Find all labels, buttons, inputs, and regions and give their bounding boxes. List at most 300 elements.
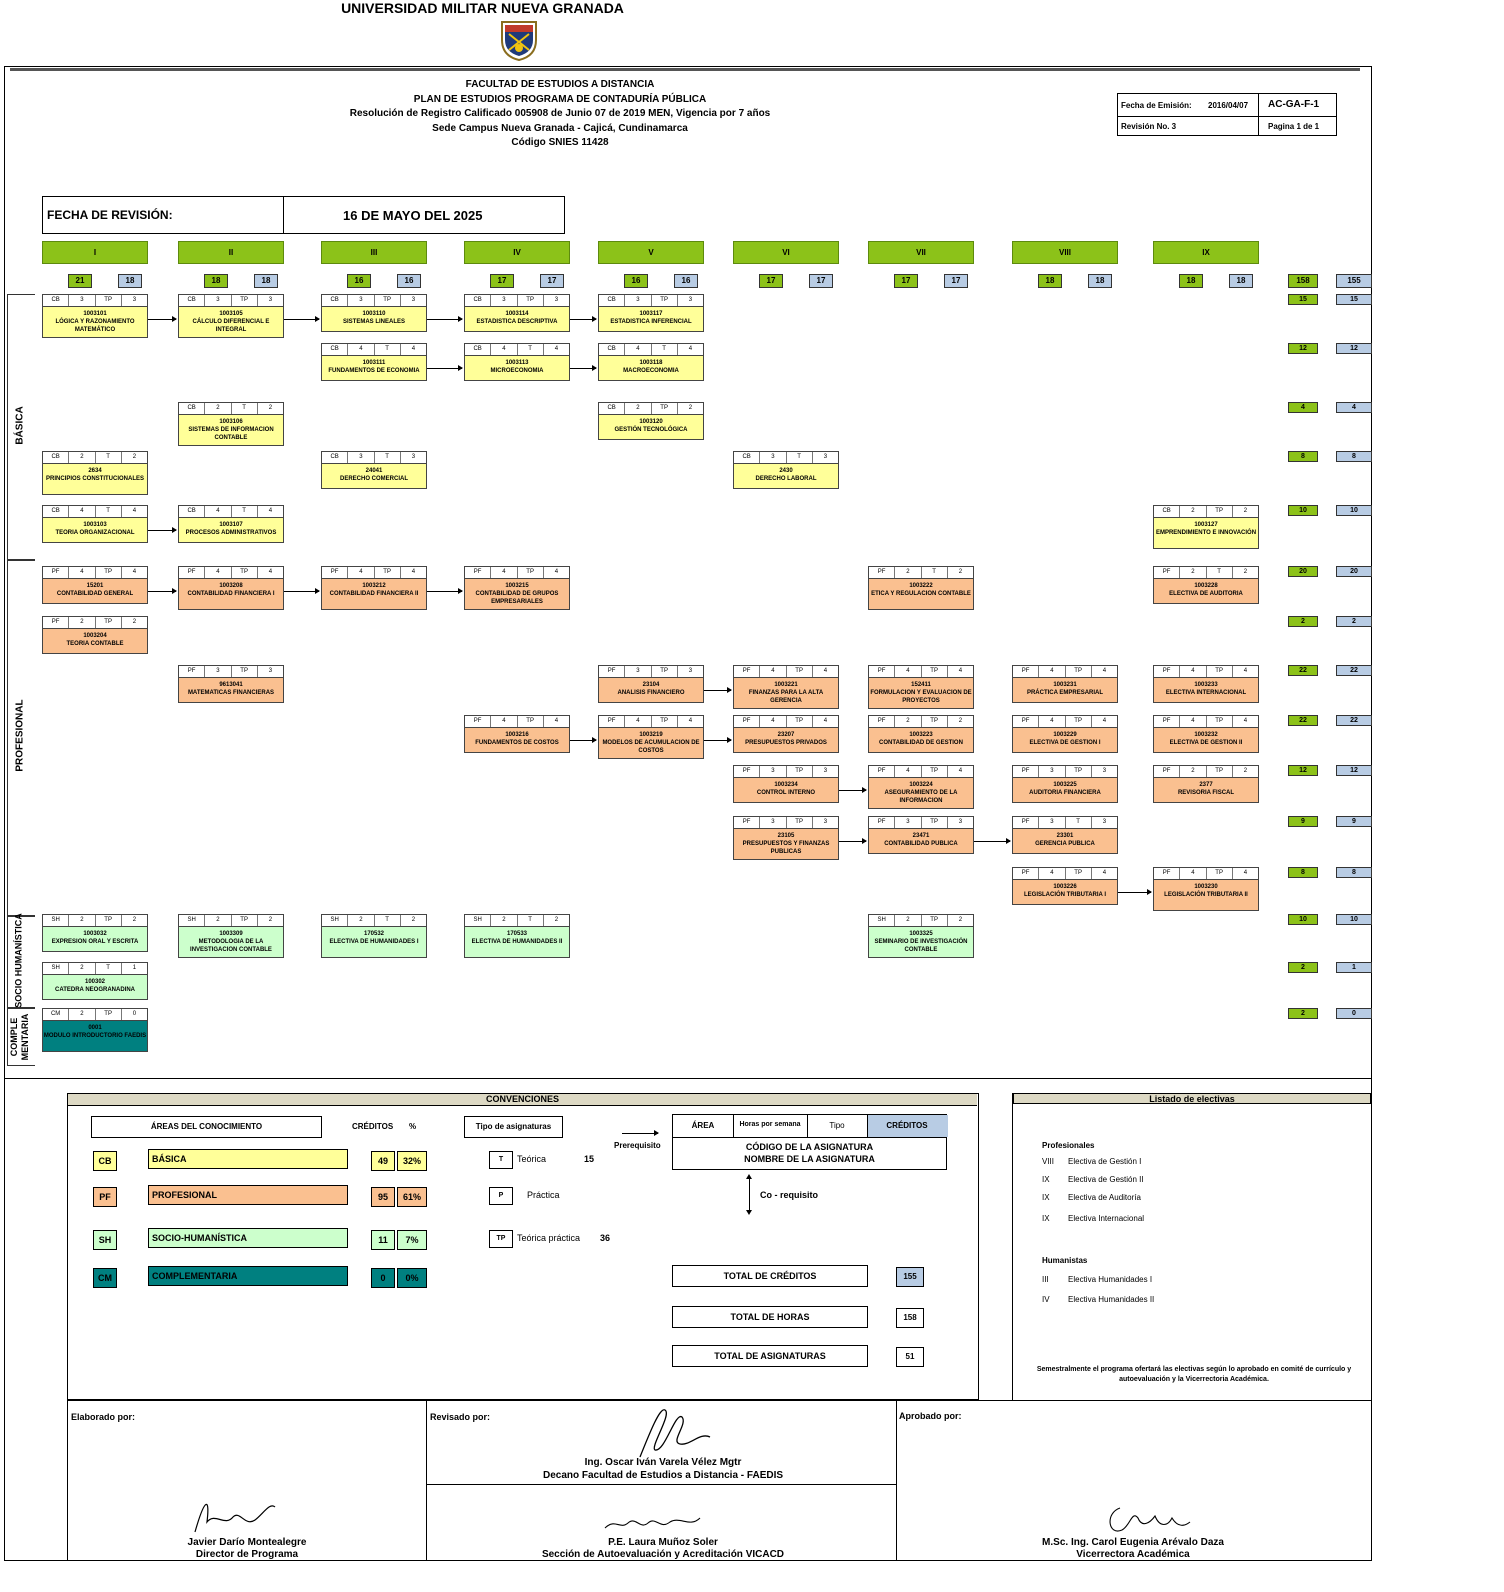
course-card[interactable] — [178, 665, 284, 703]
prerequisite-arrow-icon — [570, 319, 596, 320]
course-card[interactable] — [598, 665, 704, 703]
course-code: 170533 — [506, 931, 528, 937]
course-name: PRINCIPIOS CONSTITUCIONALES — [45, 476, 144, 482]
course-hours: 2 — [205, 915, 231, 926]
electiva-name: Electiva Humanidades II — [1068, 1295, 1155, 1304]
type-code-tp: TP — [489, 1230, 513, 1248]
course-name: PRESUPUESTOS PRIVADOS — [745, 740, 827, 746]
course-card[interactable] — [178, 505, 284, 543]
area-label-complementaria: COMPLE MENTARIA — [9, 1013, 30, 1061]
course-code: 1003113 — [505, 360, 529, 366]
fecha-emision-value: 2016/04/07 — [1208, 101, 1249, 110]
course-body — [179, 307, 283, 334]
course-card[interactable] — [464, 914, 570, 958]
course-type: TP — [922, 716, 948, 727]
course-body — [43, 307, 147, 334]
corequisito-arrow-icon — [749, 1176, 750, 1212]
row-credits-total: 10 — [1336, 914, 1372, 925]
course-card[interactable] — [868, 665, 974, 709]
course-code: 170532 — [363, 931, 385, 937]
course-hours: 4 — [625, 344, 651, 355]
course-card[interactable] — [321, 294, 427, 332]
course-area: CB — [322, 452, 348, 463]
course-code: 23301 — [1056, 833, 1074, 839]
course-type: T — [518, 344, 544, 355]
row-hours-total: 8 — [1288, 867, 1318, 878]
course-credits: 2 — [132, 454, 137, 460]
course-card[interactable] — [42, 962, 148, 1000]
course-area: PF — [43, 567, 69, 578]
course-name: PROCESOS ADMINISTRATIVOS — [185, 530, 277, 536]
course-hours: 4 — [1180, 666, 1206, 677]
course-type: TP — [922, 915, 948, 926]
course-card[interactable] — [1153, 715, 1259, 753]
conventions-title: CONVENCIONES — [68, 1094, 977, 1106]
course-body — [599, 678, 703, 697]
semester-header: IX — [1153, 241, 1259, 264]
seccion-signature-icon — [600, 1508, 710, 1538]
course-credits: 4 — [411, 346, 416, 352]
course-type: TP — [1066, 716, 1092, 727]
course-type: TP — [375, 295, 401, 306]
course-meta — [869, 766, 973, 778]
course-meta — [1154, 766, 1258, 778]
course-area: PF — [734, 666, 760, 677]
course-hours: 4 — [1039, 868, 1065, 879]
course-meta — [1013, 817, 1117, 829]
course-card[interactable] — [321, 566, 427, 610]
course-type: T — [518, 915, 544, 926]
course-card[interactable] — [1153, 566, 1259, 604]
course-meta — [43, 963, 147, 975]
fecha-emision-label: Fecha de Emisión: — [1121, 101, 1192, 110]
course-hours: 2 — [1180, 506, 1206, 517]
course-hours: 4 — [625, 716, 651, 727]
pct-header: % — [409, 1122, 417, 1131]
course-name: METODOLOGIA DE LA INVESTIGACION CONTABLE — [190, 939, 272, 953]
course-name: ASEGURAMIENTO DE LA INFORMACION — [884, 790, 958, 804]
course-meta — [179, 915, 283, 927]
course-name: FORMULACION Y EVALUACION DE PROYECTOS — [870, 690, 972, 704]
course-meta — [322, 452, 426, 464]
semester-hours-badge: 17 — [490, 274, 514, 288]
course-hours: 4 — [895, 666, 921, 677]
course-type: T — [375, 915, 401, 926]
course-credits: 4 — [1243, 718, 1248, 724]
course-hours: 3 — [895, 817, 921, 828]
prerequisito-arrow-icon — [622, 1133, 658, 1134]
course-code: 1003215 — [505, 583, 529, 589]
course-name: ELECTIVA DE GESTION II — [1169, 740, 1243, 746]
course-card[interactable] — [321, 451, 427, 489]
course-credits: 4 — [132, 569, 137, 575]
semester-hours-badge: 16 — [347, 274, 371, 288]
course-card[interactable] — [1012, 715, 1118, 753]
decano-signature-icon — [620, 1402, 730, 1462]
electivas-hum-title: Humanistas — [1042, 1256, 1088, 1265]
course-area: SH — [465, 915, 491, 926]
course-meta — [465, 295, 569, 307]
prerequisite-arrow-icon — [427, 591, 462, 592]
course-body — [599, 356, 703, 375]
area-name: BÁSICA — [148, 1149, 348, 1169]
total-creditos-label: TOTAL DE CRÉDITOS — [672, 1265, 868, 1287]
course-name: AUDITORIA FINANCIERA — [1029, 790, 1101, 796]
area-percent: 0% — [397, 1268, 427, 1288]
course-type: T — [922, 567, 948, 578]
course-code: 1003127 — [1194, 522, 1218, 528]
prerequisito-label: Prerequisito — [614, 1141, 661, 1150]
course-name: CONTABILIDAD DE GESTION — [879, 740, 963, 746]
course-card[interactable] — [464, 343, 570, 381]
course-body — [322, 579, 426, 598]
course-meta — [179, 295, 283, 307]
course-code: 1003325 — [909, 931, 933, 937]
course-name: EMPRENDIMIENTO E INNOVACIÓN — [1155, 530, 1257, 536]
course-card[interactable] — [42, 505, 148, 543]
course-credits: 4 — [132, 508, 137, 514]
course-type: TP — [652, 716, 678, 727]
course-card[interactable] — [464, 715, 570, 753]
course-credits: 2 — [1243, 569, 1248, 575]
course-name: CONTABILIDAD DE GRUPOS EMPRESARIALES — [475, 591, 559, 605]
course-name: ESTADISTICA INFERENCIAL — [610, 319, 692, 325]
course-area: PF — [869, 567, 895, 578]
top-rule — [10, 68, 1360, 71]
prerequisite-arrow-icon — [704, 740, 731, 741]
course-name: PRESUPUESTOS Y FINANZAS PUBLICAS — [742, 841, 830, 855]
course-name: SISTEMAS LINEALES — [342, 319, 405, 325]
course-credits: 4 — [1102, 870, 1107, 876]
course-meta — [599, 716, 703, 728]
row-credits-total: 20 — [1336, 566, 1372, 577]
course-name: MODULO INTRODUCTORIO FAEDIS — [43, 1033, 147, 1039]
course-meta — [43, 915, 147, 927]
electiva-semester: VIII — [1042, 1157, 1055, 1166]
course-name: ANALISIS FINANCIERO — [617, 690, 685, 696]
prerequisite-arrow-icon — [704, 690, 731, 691]
course-area: SH — [179, 915, 205, 926]
total-creditos-value: 155 — [896, 1267, 924, 1287]
course-card[interactable] — [42, 1008, 148, 1052]
course-card[interactable] — [868, 816, 974, 854]
course-name: ELECTIVA DE HUMANIDADES II — [471, 939, 563, 945]
row-hours-total: 12 — [1288, 765, 1318, 776]
course-code: 1003229 — [1053, 732, 1077, 738]
course-meta — [599, 344, 703, 356]
prerequisite-arrow-icon — [284, 591, 319, 592]
course-meta — [43, 567, 147, 579]
area-label-basica: BÁSICA — [14, 406, 26, 445]
course-code: 1003101 — [83, 311, 107, 317]
course-hours: 2 — [1180, 567, 1206, 578]
course-body — [734, 728, 838, 747]
course-name: CONTABILIDAD FINANCIERA I — [187, 591, 275, 597]
course-area: SH — [43, 915, 69, 926]
course-body — [179, 678, 283, 697]
course-code: 23471 — [912, 833, 930, 839]
course-code: 1003228 — [1194, 583, 1218, 589]
course-hours: 4 — [69, 506, 95, 517]
course-area: CB — [322, 295, 348, 306]
course-code: 1003224 — [909, 782, 933, 788]
course-type: TP — [922, 817, 948, 828]
row-credits-total: 4 — [1336, 402, 1372, 413]
course-code: 1003230 — [1194, 884, 1218, 890]
course-card[interactable] — [42, 616, 148, 654]
type-code-t: T — [489, 1151, 513, 1169]
course-area: CB — [465, 344, 491, 355]
course-area: PF — [599, 716, 625, 727]
course-type: T — [652, 344, 678, 355]
course-meta — [1154, 506, 1258, 518]
course-card[interactable] — [868, 765, 974, 809]
course-card[interactable] — [464, 566, 570, 610]
course-type: T — [1066, 817, 1092, 828]
course-card[interactable] — [178, 566, 284, 610]
course-meta — [869, 716, 973, 728]
director-role: Director de Programa — [195, 1549, 299, 1560]
course-credits: 4 — [268, 569, 273, 575]
course-meta — [1154, 567, 1258, 579]
course-area: PF — [734, 716, 760, 727]
course-name: CATEDRA NEOGRANADINA — [55, 987, 135, 993]
course-card[interactable] — [1012, 867, 1118, 905]
course-hours: 3 — [625, 666, 651, 677]
total-credits-badge: 155 — [1336, 274, 1372, 288]
course-hours: 4 — [760, 716, 786, 727]
course-credits: 4 — [688, 718, 693, 724]
course-area: CB — [599, 403, 625, 414]
area-percent: 7% — [397, 1230, 427, 1250]
course-name: TEORIA CONTABLE — [66, 641, 124, 647]
course-credits: 2 — [132, 619, 137, 625]
course-area: SH — [43, 963, 69, 974]
course-card[interactable] — [178, 402, 284, 446]
course-area: PF — [1013, 868, 1039, 879]
course-code: 15201 — [86, 583, 104, 589]
course-card[interactable] — [1153, 765, 1259, 803]
course-type: TP — [96, 1009, 122, 1020]
area-credits: 0 — [371, 1268, 395, 1288]
course-hours: 4 — [348, 344, 374, 355]
course-hours: 3 — [760, 817, 786, 828]
course-credits: 4 — [958, 668, 963, 674]
course-credits: 4 — [958, 768, 963, 774]
course-meta — [1013, 666, 1117, 678]
course-name: ELECTIVA DE GESTION I — [1029, 740, 1101, 746]
course-card[interactable] — [1153, 665, 1259, 703]
course-body — [869, 829, 973, 848]
course-meta — [599, 295, 703, 307]
semester-hours-badge: 17 — [759, 274, 783, 288]
row-credits-total: 9 — [1336, 816, 1372, 827]
course-card[interactable] — [1153, 867, 1259, 911]
course-body — [599, 307, 703, 326]
course-body — [869, 678, 973, 705]
course-body — [599, 728, 703, 755]
header-line-resolution: Resolución de Registro Calificado 005908 de Junio 07 de 2019 MEN, Vigencia por 7 años — [349, 108, 771, 119]
course-card[interactable] — [42, 294, 148, 338]
doc-code: AC-GA-F-1 — [1268, 99, 1320, 110]
course-body — [179, 518, 283, 537]
course-code: 100302 — [84, 979, 106, 985]
course-card[interactable] — [598, 715, 704, 759]
course-hours: 3 — [760, 452, 786, 463]
course-card[interactable] — [42, 451, 148, 495]
course-card[interactable] — [598, 343, 704, 381]
course-meta — [465, 344, 569, 356]
course-credits: 3 — [823, 768, 828, 774]
course-type: TP — [518, 716, 544, 727]
course-meta — [599, 666, 703, 678]
course-code: 1003118 — [639, 360, 663, 366]
type-count-tp: 36 — [600, 1233, 611, 1243]
electivas-prof-title: Profesionales — [1042, 1141, 1095, 1150]
row-hours-total: 2 — [1288, 616, 1318, 627]
electiva-name: Electiva de Gestión II — [1068, 1175, 1144, 1184]
course-meta — [1013, 716, 1117, 728]
course-body — [465, 927, 569, 946]
course-hours: 2 — [348, 915, 374, 926]
course-card[interactable] — [733, 715, 839, 753]
course-card[interactable] — [321, 343, 427, 381]
course-credits: 3 — [958, 819, 963, 825]
course-type: TP — [232, 915, 258, 926]
legend-code: CÓDIGO DE LA ASIGNATURA — [745, 1142, 874, 1152]
row-credits-total: 1 — [1336, 962, 1372, 973]
course-meta — [734, 817, 838, 829]
corequisito-label: Co - requisito — [760, 1190, 818, 1200]
course-body — [465, 307, 569, 326]
course-body — [322, 927, 426, 946]
course-meta — [734, 766, 838, 778]
course-code: 1003219 — [639, 732, 663, 738]
course-card[interactable] — [733, 765, 839, 803]
semester-hours-badge: 21 — [68, 274, 92, 288]
course-card[interactable] — [42, 914, 148, 952]
course-type: TP — [96, 617, 122, 628]
course-type: T — [232, 403, 258, 414]
course-card[interactable] — [1012, 665, 1118, 703]
course-card[interactable] — [868, 566, 974, 610]
header-line-snies: Código SNIES 11428 — [511, 137, 609, 148]
course-meta — [869, 817, 973, 829]
course-type: TP — [96, 567, 122, 578]
course-card[interactable] — [733, 816, 839, 860]
type-name-tp: Teórica práctica — [517, 1233, 581, 1243]
course-card[interactable] — [178, 294, 284, 338]
course-card[interactable] — [733, 665, 839, 709]
course-hours: 2 — [895, 915, 921, 926]
course-body — [734, 778, 838, 797]
row-credits-total: 10 — [1336, 505, 1372, 516]
course-card[interactable] — [1153, 505, 1259, 549]
course-hours: 3 — [69, 295, 95, 306]
course-body — [43, 1021, 147, 1040]
course-credits: 4 — [1243, 668, 1248, 674]
course-card[interactable] — [321, 914, 427, 958]
course-card[interactable] — [1012, 816, 1118, 854]
course-card[interactable] — [42, 566, 148, 604]
course-credits: 0 — [132, 1011, 137, 1017]
course-hours: 4 — [491, 716, 517, 727]
course-card[interactable] — [598, 402, 704, 440]
semester-hours-badge: 18 — [204, 274, 228, 288]
course-type: TP — [232, 295, 258, 306]
course-legend-box — [672, 1114, 947, 1170]
course-body — [1013, 829, 1117, 848]
course-card[interactable] — [598, 294, 704, 332]
prerequisite-arrow-icon — [570, 368, 596, 369]
course-area: CB — [43, 452, 69, 463]
course-hours: 4 — [205, 567, 231, 578]
course-name: TEORIA ORGANIZACIONAL — [55, 530, 135, 536]
course-card[interactable] — [178, 914, 284, 958]
electiva-semester: III — [1042, 1275, 1049, 1284]
course-body — [465, 579, 569, 606]
revision-date-label: FECHA DE REVISIÓN: — [47, 208, 173, 222]
course-meta — [43, 617, 147, 629]
course-name: REVISORIA FISCAL — [1177, 790, 1235, 796]
course-credits: 2 — [1243, 768, 1248, 774]
type-name-t: Teórica — [517, 1154, 547, 1164]
prerequisite-arrow-icon — [148, 591, 176, 592]
course-name: SISTEMAS DE INFORMACION CONTABLE — [188, 427, 274, 441]
university-seal-icon — [496, 18, 542, 62]
course-card[interactable] — [868, 715, 974, 753]
course-card[interactable] — [868, 914, 974, 958]
course-type: TP — [787, 817, 813, 828]
course-meta — [734, 666, 838, 678]
seccion-role: Sección de Autoevaluación y Acreditación VICACD — [541, 1549, 785, 1560]
course-name: ESTADISTICA DESCRIPTIVA — [476, 319, 558, 325]
course-type: T — [96, 452, 122, 463]
course-card[interactable] — [1012, 765, 1118, 803]
course-code: 1003223 — [909, 732, 933, 738]
aprobado-label: Aprobado por: — [899, 1411, 962, 1421]
course-type: T — [375, 452, 401, 463]
course-hours: 2 — [625, 403, 651, 414]
course-code: 9613041 — [219, 682, 243, 688]
course-code: 2377 — [1199, 782, 1213, 788]
course-area: PF — [1013, 766, 1039, 777]
course-body — [322, 356, 426, 375]
row-hours-total: 12 — [1288, 343, 1318, 354]
course-body — [869, 778, 973, 805]
course-area: PF — [1154, 868, 1180, 879]
course-type: TP — [1207, 666, 1233, 677]
course-code: 24041 — [365, 468, 383, 474]
course-credits: 4 — [1102, 718, 1107, 724]
course-code: 1003110 — [362, 311, 386, 317]
total-horas-label: TOTAL DE HORAS — [672, 1306, 868, 1328]
course-credits: 4 — [823, 718, 828, 724]
course-name: DERECHO COMERCIAL — [339, 476, 408, 482]
course-area: CB — [43, 295, 69, 306]
course-credits: 3 — [268, 297, 273, 303]
semester-header: IV — [464, 241, 570, 264]
area-percent: 32% — [397, 1151, 427, 1171]
course-card[interactable] — [464, 294, 570, 332]
area-code-badge: PF — [93, 1187, 117, 1207]
course-card[interactable] — [733, 451, 839, 489]
course-name: ELECTIVA DE AUDITORIA — [1169, 591, 1243, 597]
course-name: DERECHO LABORAL — [755, 476, 817, 482]
course-credits: 3 — [411, 297, 416, 303]
course-body — [1154, 678, 1258, 697]
course-body — [869, 579, 973, 598]
